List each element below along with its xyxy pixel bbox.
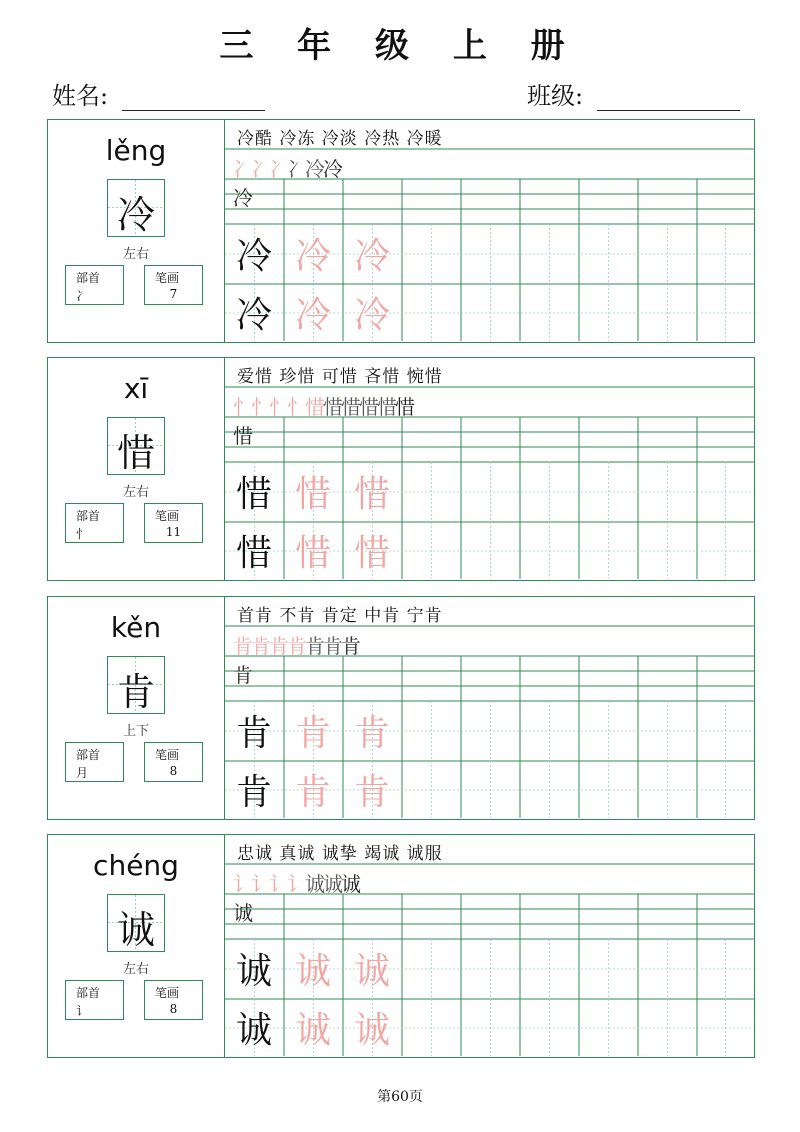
character-info xyxy=(48,120,225,342)
trace-character[interactable]: 诚 xyxy=(353,951,390,992)
stroke-step: 惜 xyxy=(323,395,343,419)
stroke-step: 惜 xyxy=(233,424,253,448)
pinyin: chéng xyxy=(93,849,179,882)
trace-character[interactable]: 肯 xyxy=(353,713,390,754)
strokes-label: 笔画 xyxy=(155,271,180,285)
vocabulary: 忠诚 真诚 诚挚 竭诚 诚服 xyxy=(237,844,443,864)
radical-label: 部首 xyxy=(76,748,101,762)
model-character: 冷 xyxy=(235,236,272,277)
trace-character[interactable]: 惜 xyxy=(294,533,331,574)
strokes-value: 7 xyxy=(169,287,178,301)
stroke-step: 肯 xyxy=(269,634,289,658)
trace-character[interactable]: 诚 xyxy=(294,951,331,992)
stroke-step: 忄 xyxy=(287,395,307,419)
stroke-step: 忄 xyxy=(269,395,289,419)
stroke-step: 冷 xyxy=(305,157,325,181)
trace-character[interactable]: 肯 xyxy=(353,772,390,813)
radical-value: 讠 xyxy=(76,1004,89,1018)
radical-label: 部首 xyxy=(76,509,101,523)
stroke-step: 讠 xyxy=(269,872,289,896)
stroke-step: 诚 xyxy=(341,872,361,896)
stroke-step: 冫 xyxy=(269,157,289,181)
stroke-step: 诚 xyxy=(305,872,325,896)
character-card xyxy=(47,834,755,1058)
class-field[interactable] xyxy=(527,76,740,111)
strokes-box xyxy=(144,265,203,305)
stroke-step: 惜 xyxy=(359,395,379,419)
practice-area xyxy=(225,120,754,342)
strokes-value: 11 xyxy=(165,525,182,539)
stroke-step: 诚 xyxy=(323,872,343,896)
stroke-step: 肯 xyxy=(287,634,307,658)
strokes-label: 笔画 xyxy=(155,986,180,1000)
stroke-order xyxy=(233,153,359,211)
strokes-label: 笔画 xyxy=(155,748,180,762)
radical-value: 冫 xyxy=(76,289,89,303)
practice-area xyxy=(225,358,754,580)
radical-label: 部首 xyxy=(76,271,101,285)
radical-box xyxy=(65,980,124,1020)
character-card xyxy=(47,596,755,820)
stroke-step: 惜 xyxy=(395,395,415,419)
practice-area xyxy=(225,597,754,819)
stroke-step: 忄 xyxy=(233,395,253,419)
vocabulary: 爱惜 珍惜 可惜 吝惜 惋惜 xyxy=(237,367,443,387)
radical-value: 月 xyxy=(76,766,89,780)
stroke-step: 肯 xyxy=(233,663,253,687)
model-character: 肯 xyxy=(235,713,272,754)
model-character: 冷 xyxy=(235,295,272,336)
model-character: 惜 xyxy=(235,533,272,574)
stroke-step: 忄 xyxy=(251,395,271,419)
stroke-step: 肯 xyxy=(305,634,325,658)
stroke-order xyxy=(233,391,431,449)
radical-value: 忄 xyxy=(76,527,89,541)
stroke-step: 肯 xyxy=(251,634,271,658)
model-character: 诚 xyxy=(235,951,272,992)
stroke-step: 讠 xyxy=(233,872,253,896)
trace-character[interactable]: 冷 xyxy=(353,236,390,277)
page-number: 第60页 xyxy=(377,1089,423,1105)
radical-box xyxy=(65,742,124,782)
strokes-value: 8 xyxy=(169,1002,178,1016)
stroke-step: 惜 xyxy=(341,395,361,419)
stroke-step: 冷 xyxy=(323,157,343,181)
structure: 左右 xyxy=(122,962,149,977)
character-info xyxy=(48,597,225,819)
character-box xyxy=(107,656,165,714)
stroke-order xyxy=(233,868,377,926)
model-character: 诚 xyxy=(235,1010,272,1051)
model-character: 肯 xyxy=(235,772,272,813)
stroke-step: 冫 xyxy=(287,157,307,181)
main-character: 肯 xyxy=(116,670,155,714)
name-field[interactable] xyxy=(52,76,265,111)
stroke-step: 肯 xyxy=(323,634,343,658)
pinyin: lěng xyxy=(105,134,167,167)
trace-character[interactable]: 惜 xyxy=(353,474,390,515)
character-box xyxy=(107,894,165,952)
main-character: 冷 xyxy=(116,193,155,237)
radical-box xyxy=(65,503,124,543)
strokes-box xyxy=(144,742,203,782)
stroke-step: 讠 xyxy=(287,872,307,896)
stroke-step: 冷 xyxy=(233,186,253,210)
stroke-step: 冫 xyxy=(233,157,253,181)
character-info xyxy=(48,358,225,580)
vocabulary: 首肯 不肯 肯定 中肯 宁肯 xyxy=(237,606,443,626)
trace-character[interactable]: 诚 xyxy=(353,1010,390,1051)
stroke-step: 肯 xyxy=(341,634,361,658)
trace-character[interactable]: 肯 xyxy=(294,772,331,813)
strokes-label: 笔画 xyxy=(155,509,180,523)
character-info xyxy=(48,835,225,1057)
strokes-box xyxy=(144,503,203,543)
strokes-box xyxy=(144,980,203,1020)
stroke-step: 惜 xyxy=(377,395,397,419)
model-character: 惜 xyxy=(235,474,272,515)
trace-character[interactable]: 惜 xyxy=(353,533,390,574)
stroke-step: 讠 xyxy=(251,872,271,896)
page-title: 三 年 级 上 册 xyxy=(219,26,581,66)
radical-box xyxy=(65,265,124,305)
character-card xyxy=(47,119,755,343)
radical-label: 部首 xyxy=(76,986,101,1000)
character-card xyxy=(47,357,755,581)
pinyin: kěn xyxy=(110,611,162,644)
practice-area xyxy=(225,835,754,1057)
structure: 左右 xyxy=(122,485,149,500)
main-character: 诚 xyxy=(116,908,155,952)
trace-character[interactable]: 冷 xyxy=(353,295,390,336)
vocabulary: 冷酷 冷冻 冷淡 冷热 冷暖 xyxy=(237,129,443,149)
class-label: 班级: xyxy=(527,82,584,110)
structure: 上下 xyxy=(122,724,149,739)
stroke-step: 肯 xyxy=(233,634,253,658)
trace-character[interactable]: 冷 xyxy=(294,236,331,277)
trace-character[interactable]: 惜 xyxy=(294,474,331,515)
trace-character[interactable]: 肯 xyxy=(294,713,331,754)
name-label: 姓名: xyxy=(52,82,109,110)
stroke-order xyxy=(233,630,377,688)
name-line[interactable] xyxy=(122,84,265,111)
main-character: 惜 xyxy=(116,431,155,475)
stroke-step: 惜 xyxy=(305,395,325,419)
pinyin: xī xyxy=(123,372,149,405)
character-box xyxy=(107,417,165,475)
trace-character[interactable]: 冷 xyxy=(294,295,331,336)
class-line[interactable] xyxy=(597,84,740,111)
character-box xyxy=(107,179,165,237)
trace-character[interactable]: 诚 xyxy=(294,1010,331,1051)
structure: 左右 xyxy=(122,247,149,262)
strokes-value: 8 xyxy=(169,764,178,778)
stroke-step: 冫 xyxy=(251,157,271,181)
stroke-step: 诚 xyxy=(233,901,253,925)
